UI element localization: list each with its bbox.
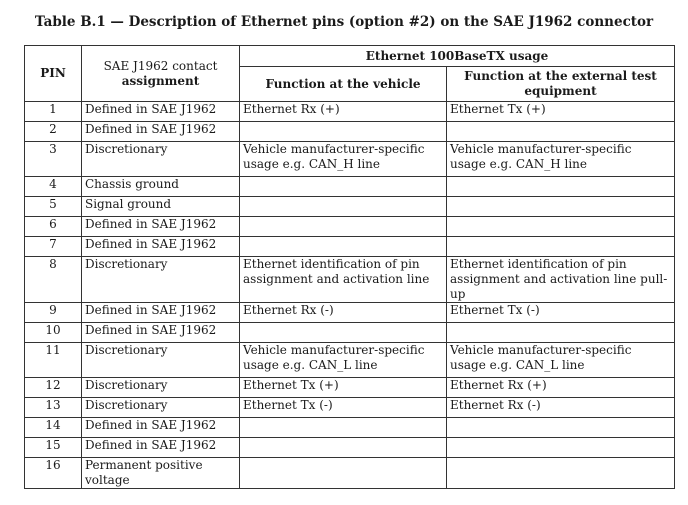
table-row	[25, 458, 675, 489]
pin-number-cell: 7	[25, 237, 82, 257]
table-row	[25, 237, 675, 257]
contact-assignment-cell: Defined in SAE J1962	[82, 303, 240, 323]
external-function-cell	[447, 323, 675, 343]
assignment-header-line2: assignment	[121, 73, 200, 88]
external-function-cell	[447, 177, 675, 197]
contact-assignment-cell: Defined in SAE J1962	[82, 237, 240, 257]
external-function-cell	[447, 418, 675, 438]
contact-assignment-cell: Defined in SAE J1962	[82, 438, 240, 458]
pin-number-cell: 2	[25, 122, 82, 142]
external-function-cell	[447, 122, 675, 142]
contact-assignment-cell: Discretionary	[82, 378, 240, 398]
pin-number-cell: 10	[25, 323, 82, 343]
pin-number-cell: 12	[25, 378, 82, 398]
contact-assignment-cell: Defined in SAE J1962	[82, 102, 240, 122]
pin-number-cell: 4	[25, 177, 82, 197]
vehicle-function-cell: Ethernet Rx (-)	[240, 303, 447, 323]
external-function-header: Function at the external test equipment	[447, 67, 675, 102]
table-row	[25, 102, 675, 122]
external-function-cell: Ethernet Rx (+)	[447, 378, 675, 398]
table-row	[25, 197, 675, 217]
pin-number-cell: 3	[25, 142, 82, 177]
external-function-cell: Ethernet Tx (-)	[447, 303, 675, 323]
vehicle-function-cell	[240, 197, 447, 217]
ethernet-pins-table	[24, 45, 675, 489]
table-row	[25, 177, 675, 197]
table-row	[25, 343, 675, 378]
table-row	[25, 438, 675, 458]
table-caption: Table B.1 — Description of Ethernet pins (option #2) on the SAE J1962 connector	[34, 14, 654, 30]
vehicle-function-header: Function at the vehicle	[240, 67, 447, 102]
external-function-cell: Vehicle manufacturer-specific usage e.g. CAN_H line	[447, 142, 675, 177]
vehicle-function-cell	[240, 217, 447, 237]
vehicle-function-cell	[240, 177, 447, 197]
external-function-cell: Ethernet identification of pin assignment and activation line pull-up	[447, 257, 675, 303]
external-function-cell	[447, 197, 675, 217]
pin-number-cell: 13	[25, 398, 82, 418]
contact-assignment-cell: Chassis ground	[82, 177, 240, 197]
vehicle-function-cell: Ethernet identification of pin assignment and activation line	[240, 257, 447, 303]
contact-assignment-cell: Defined in SAE J1962	[82, 418, 240, 438]
table-row	[25, 142, 675, 177]
table-row	[25, 418, 675, 438]
assignment-column-header	[82, 46, 240, 102]
table-row	[25, 303, 675, 323]
contact-assignment-cell: Defined in SAE J1962	[82, 217, 240, 237]
contact-assignment-cell: Discretionary	[82, 142, 240, 177]
contact-assignment-cell: Defined in SAE J1962	[82, 323, 240, 343]
table-row	[25, 378, 675, 398]
external-function-cell	[447, 438, 675, 458]
contact-assignment-cell: Permanent positive voltage	[82, 458, 240, 489]
pin-number-cell: 6	[25, 217, 82, 237]
vehicle-function-cell	[240, 323, 447, 343]
pin-number-cell: 9	[25, 303, 82, 323]
external-function-cell	[447, 217, 675, 237]
contact-assignment-cell: Signal ground	[82, 197, 240, 217]
table-row	[25, 122, 675, 142]
contact-assignment-cell: Discretionary	[82, 398, 240, 418]
vehicle-function-cell	[240, 438, 447, 458]
external-function-cell: Vehicle manufacturer-specific usage e.g. CAN_L line	[447, 343, 675, 378]
pin-number-cell: 8	[25, 257, 82, 303]
header-row-top	[25, 46, 675, 67]
table-row	[25, 217, 675, 237]
table-header	[25, 46, 675, 102]
vehicle-function-cell	[240, 237, 447, 257]
vehicle-function-cell	[240, 122, 447, 142]
pin-column-header: PIN	[25, 46, 82, 102]
vehicle-function-cell: Ethernet Tx (+)	[240, 378, 447, 398]
vehicle-function-cell	[240, 458, 447, 489]
pin-number-cell: 5	[25, 197, 82, 217]
pin-number-cell: 11	[25, 343, 82, 378]
contact-assignment-cell: Defined in SAE J1962	[82, 122, 240, 142]
external-function-cell	[447, 237, 675, 257]
vehicle-function-cell: Vehicle manufacturer-specific usage e.g. CAN_L line	[240, 343, 447, 378]
external-function-cell	[447, 458, 675, 489]
table-row	[25, 398, 675, 418]
table-row	[25, 323, 675, 343]
external-function-cell: Ethernet Tx (+)	[447, 102, 675, 122]
vehicle-function-cell	[240, 418, 447, 438]
pin-number-cell: 16	[25, 458, 82, 489]
vehicle-function-cell: Ethernet Rx (+)	[240, 102, 447, 122]
pin-number-cell: 15	[25, 438, 82, 458]
pin-number-cell: 14	[25, 418, 82, 438]
ethernet-usage-group-header: Ethernet 100BaseTX usage	[240, 46, 675, 67]
contact-assignment-cell: Discretionary	[82, 257, 240, 303]
table-row	[25, 257, 675, 303]
pin-number-cell: 1	[25, 102, 82, 122]
external-function-cell: Ethernet Rx (-)	[447, 398, 675, 418]
contact-assignment-cell: Discretionary	[82, 343, 240, 378]
vehicle-function-cell: Ethernet Tx (-)	[240, 398, 447, 418]
vehicle-function-cell: Vehicle manufacturer-specific usage e.g. CAN_H line	[240, 142, 447, 177]
table-body	[25, 102, 675, 489]
assignment-header-line1: SAE J1962 contact	[103, 58, 218, 73]
